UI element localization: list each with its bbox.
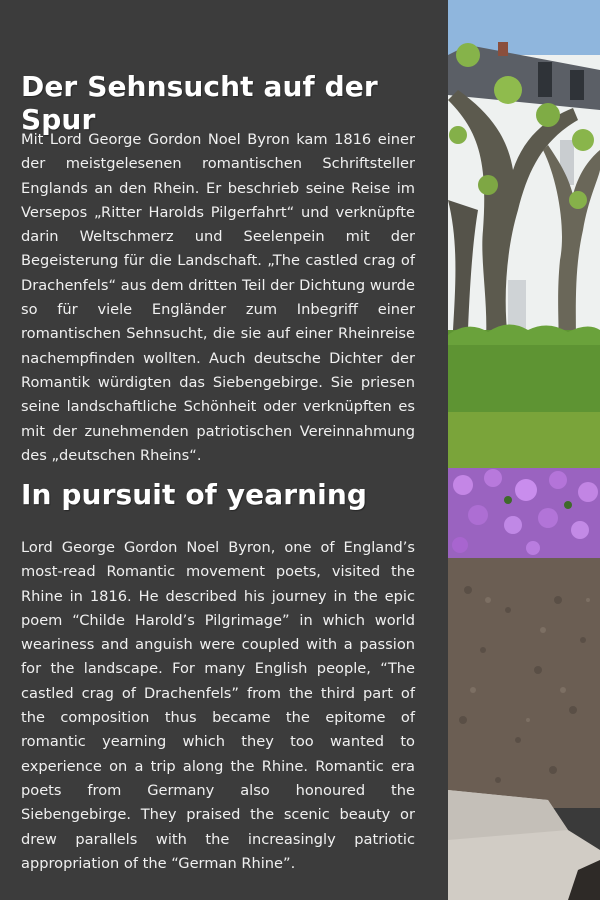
german-body-text: Mit Lord George Gordon Noel Byron kam 1816 einer der meistgelesenen romantischen Schriftsteller Englands an den Rhein. Er beschrieb seine Reise im Versepos „Ritter Harolds Pilgerfahrt“ und verknüpfte darin Weltschmerz und Seelenpein mit der Begeisterung für die Landschaft. „The castled crag of Drachenfels“ aus dem dritten Teil der Dichtung wurde so für viele Engländer zum Inbegriff einer romantischen Sehnsucht, die sie auf einer Rheinreise nachempfinden wollten. Auch deutsche Dichter der Romantik würdigten das Siebengebirge. Sie priesen seine landschaftliche Schönheit oder verknüpften es mit der zunehmenden patriotischen Vereinnahmung des „deutschen Rheins“. (21, 131, 415, 464)
german-title: Der Sehnsucht auf der Spur (21, 70, 378, 136)
english-body-text: Lord George Gordon Noel Byron, one of England’s most-read Romantic movement poets, visited the Rhine in 1816. He described his journey in the epic poem “Childe Harold’s Pilgrimage” in which world weariness and anguish were coupled with a passion for the landscape. For many English people, “The castled crag of Drachenfels” from the third part of the composition thus became the epitome of romantic yearning which they too wanted to experience on a trip along the Rhine. Romantic era poets from Germany also honoured the Siebengebirge. They praised the scenic beauty or drew parallels with the increasingly patriotic appropriation of the “German Rhine”. (21, 539, 415, 872)
garden-photo (448, 0, 600, 900)
english-title: In pursuit of yearning (21, 478, 368, 511)
garden-photo-illustration (448, 0, 600, 900)
